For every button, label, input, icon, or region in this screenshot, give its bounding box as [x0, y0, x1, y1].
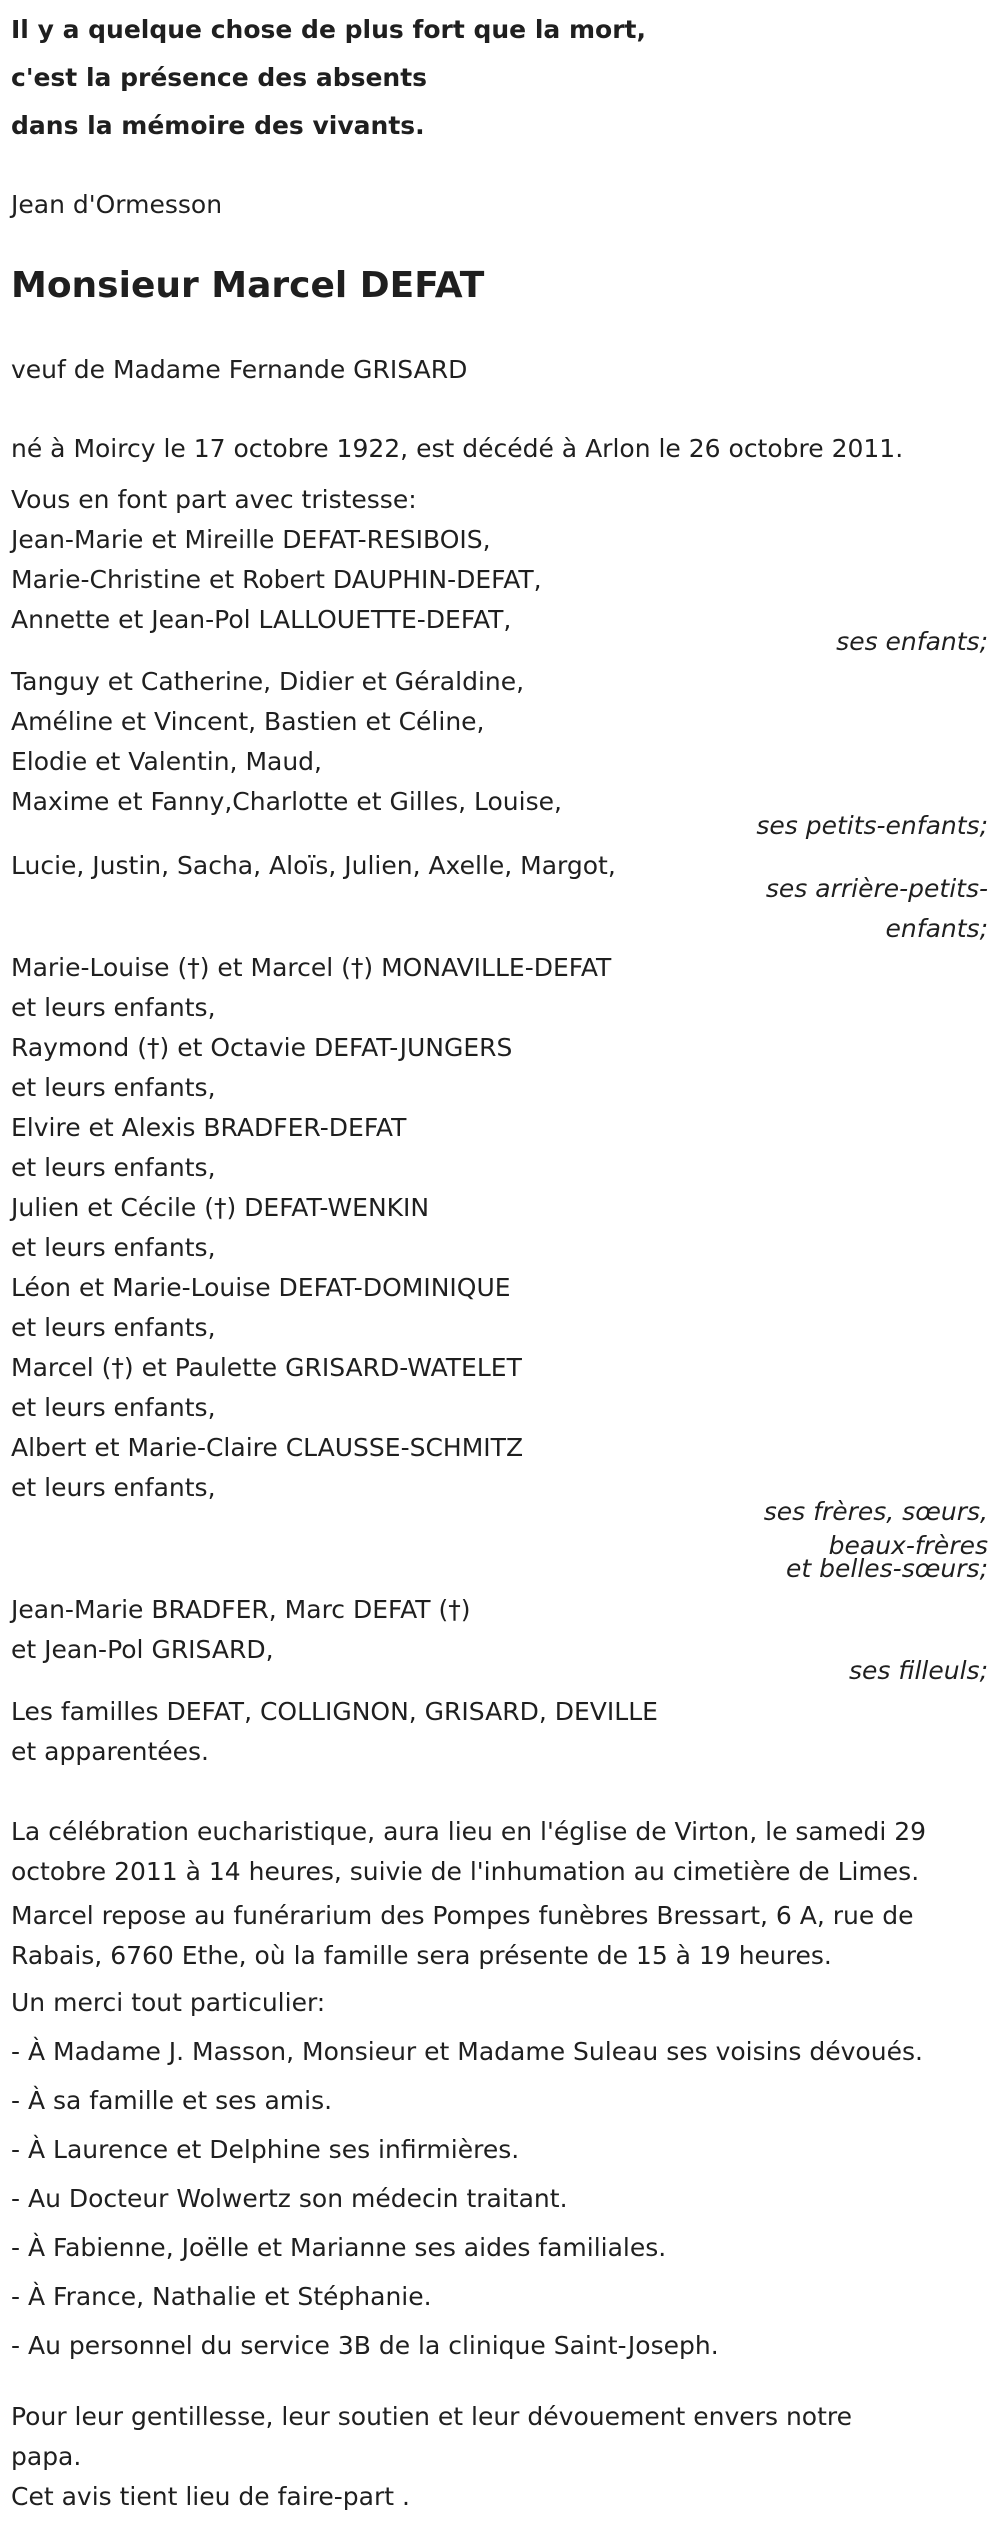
deceased-name: Monsieur Marcel DEFAT: [11, 265, 485, 306]
family-line: Julien et Cécile (†) DEFAT-WENKIN: [11, 1193, 430, 1222]
final-note: Cet avis tient lieu de faire-part .: [11, 2482, 410, 2511]
quote-line: Il y a quelque chose de plus fort que la mort,: [11, 15, 646, 44]
family-line: et leurs enfants,: [11, 1153, 216, 1182]
text-line: Rabais, 6760 Ethe, où la famille sera présente de 15 à 19 heures.: [11, 1941, 832, 1970]
family-line: Maxime et Fanny,Charlotte et Gilles, Louise,: [11, 787, 562, 816]
family-line: Marie-Louise (†) et Marcel (†) MONAVILLE-DEFAT: [11, 953, 612, 982]
quote-author: Jean d'Ormesson: [11, 190, 223, 219]
family-line: Elvire et Alexis BRADFER-DEFAT: [11, 1113, 407, 1142]
quote: [11, 6, 646, 150]
spouse-line: veuf de Madame Fernande GRISARD: [11, 355, 468, 384]
thanks-item: - À sa famille et ses amis.: [11, 2086, 333, 2115]
family-line: Marcel (†) et Paulette GRISARD-WATELET: [11, 1353, 522, 1382]
family-line: et leurs enfants,: [11, 993, 216, 1022]
family-line: et leurs enfants,: [11, 1073, 216, 1102]
quote-line: c'est la présence des absents: [11, 63, 428, 92]
family-line: Améline et Vincent, Bastien et Céline,: [11, 707, 485, 736]
family-line: Marie-Christine et Robert DAUPHIN-DEFAT,: [11, 565, 542, 594]
thanks-item: - Au Docteur Wolwertz son médecin traitant.: [11, 2184, 568, 2213]
text-line: octobre 2011 à 14 heures, suivie de l'inhumation au cimetière de Limes.: [11, 1857, 920, 1886]
closing-paragraph: [11, 2397, 852, 2477]
family-line: et leurs enfants,: [11, 1473, 216, 1502]
text-line: Pour leur gentillesse, leur soutien et leur dévouement envers notre: [11, 2402, 852, 2431]
family-line: et leurs enfants,: [11, 1393, 216, 1422]
siblings-role: et belles-sœurs;: [786, 1554, 988, 1583]
thanks-item: - Au personnel du service 3B de la clinique Saint-Joseph.: [11, 2331, 719, 2360]
children-role: ses enfants;: [836, 627, 988, 656]
family-line: Annette et Jean-Pol LALLOUETTE-DEFAT,: [11, 605, 512, 634]
family-line: Elodie et Valentin, Maud,: [11, 747, 322, 776]
birth-death-line: né à Moircy le 17 octobre 1922, est décédé à Arlon le 26 octobre 2011.: [11, 434, 904, 463]
thanks-item: - À Laurence et Delphine ses infirmières.: [11, 2135, 520, 2164]
announce-intro: Vous en font part avec tristesse:: [11, 485, 417, 514]
celebration-paragraph: [11, 1812, 926, 1892]
rest-paragraph: [11, 1896, 913, 1976]
thanks-item: - À Madame J. Masson, Monsieur et Madame Suleau ses voisins dévoués.: [11, 2037, 923, 2066]
family-line: Jean-Marie BRADFER, Marc DEFAT (†): [11, 1595, 471, 1624]
great-grandchildren-line: Lucie, Justin, Sacha, Aloïs, Julien, Axelle, Margot,: [11, 851, 616, 880]
godchildren-role: ses filleuls;: [848, 1656, 988, 1685]
text-line: La célébration eucharistique, aura lieu en l'église de Virton, le samedi 29: [11, 1817, 927, 1846]
siblings-role: ses frères, sœurs,: [763, 1497, 988, 1526]
grandchildren-block: [11, 662, 562, 822]
great-grandchildren-role: enfants;: [885, 914, 988, 943]
text-line: Marcel repose au funérarium des Pompes funèbres Bressart, 6 A, rue de: [11, 1901, 914, 1930]
thanks-block: [11, 1978, 923, 2370]
family-line: et Jean-Pol GRISARD,: [11, 1635, 274, 1664]
text-line: papa.: [11, 2442, 82, 2471]
siblings-role: beaux-frères: [828, 1531, 988, 1560]
thanks-item: - À France, Nathalie et Stéphanie.: [11, 2282, 432, 2311]
family-line: Les familles DEFAT, COLLIGNON, GRISARD, DEVILLE: [11, 1697, 658, 1726]
grandchildren-role: ses petits-enfants;: [756, 811, 988, 840]
quote-line: dans la mémoire des vivants.: [11, 111, 425, 140]
family-line: Léon et Marie-Louise DEFAT-DOMINIQUE: [11, 1273, 511, 1302]
great-grandchildren-role: ses arrière-petits-: [765, 874, 988, 903]
godchildren-block: [11, 1590, 471, 1670]
family-line: et apparentées.: [11, 1737, 209, 1766]
thanks-intro: Un merci tout particulier:: [11, 1988, 326, 2017]
family-line: Jean-Marie et Mireille DEFAT-RESIBOIS,: [11, 525, 491, 554]
family-line: et leurs enfants,: [11, 1233, 216, 1262]
family-line: Albert et Marie-Claire CLAUSSE-SCHMITZ: [11, 1433, 524, 1462]
family-line: et leurs enfants,: [11, 1313, 216, 1342]
family-line: Tanguy et Catherine, Didier et Géraldine,: [11, 667, 525, 696]
children-block: [11, 480, 542, 640]
siblings-block: [11, 948, 611, 1508]
family-line: Raymond (†) et Octavie DEFAT-JUNGERS: [11, 1033, 513, 1062]
families-block: [11, 1692, 658, 1772]
thanks-item: - À Fabienne, Joëlle et Marianne ses aides familiales.: [11, 2233, 667, 2262]
